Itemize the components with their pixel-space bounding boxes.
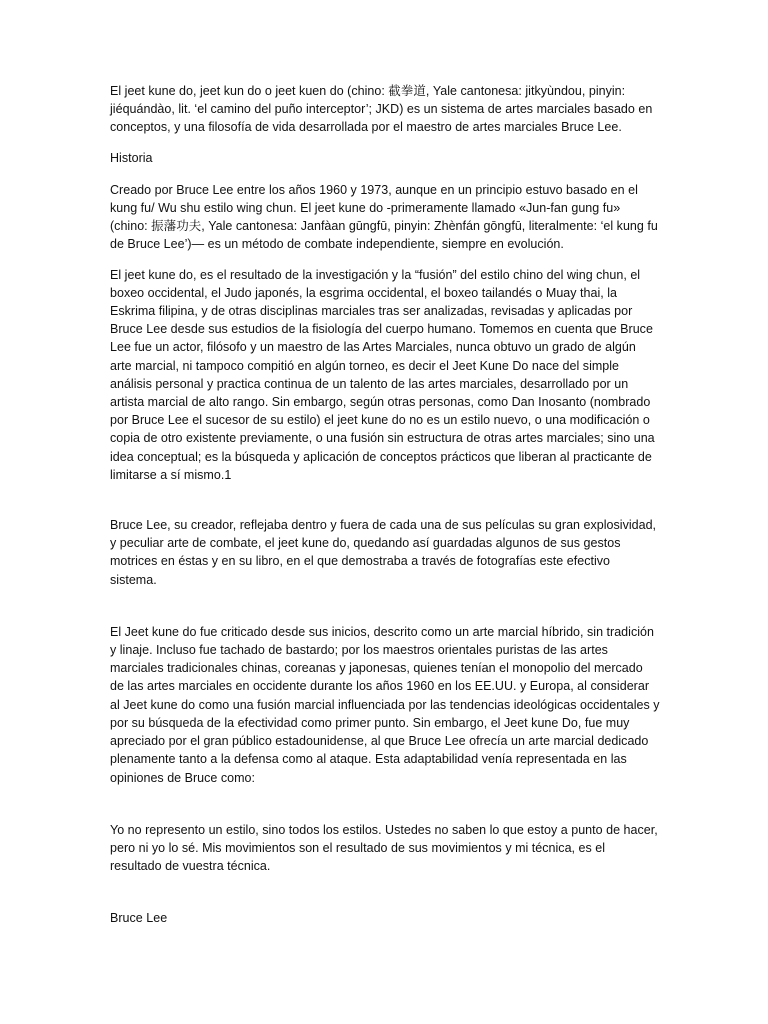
quote-attribution: Bruce Lee bbox=[110, 911, 168, 926]
criticism-paragraph: El Jeet kune do fue criticado desde sus inicios, descrito como un arte marcial híbrido, sin tradición y linaje. Incluso fue tachado de bastardo; por los maestros orientales puristas de las artes marciales tradicionales chinas, coreanas y japonesas, quienes tenían el monopolio del mercado de las artes marciales en occidente durante los años 1960 en los EE.UU. y Europa, al considerar al Jeet kune do como una fusión marcial influenciada por las tendencias ideológicas occidentales y por su búsqueda de la efectividad como primer punto. Sin embargo, el Jeet kune Do, fue muy apreciado por el gran público estadounidense, al que Bruce Lee ofrecía un arte marcial dedicado plenamente tanto a la defensa como al ataque. Esta adaptabilidad venía representada en las opiniones de Bruce como: bbox=[110, 624, 660, 785]
section-heading-historia: Historia bbox=[110, 150, 153, 165]
history-paragraph: Creado por Bruce Lee entre los años 1960 y 1973, aunque en un principio estuvo basado en el kung fu/ Wu shu estilo wing chun. El jeet kune do -primeramente llamado «Jun-fan gung fu» (chino: 振藩功夫, Yale cantonesa: Janfàan gūngfū, pinyin: Zhènfán gōngfū, literalmente: ‘el kung fu de Bruce Lee’)— es un método de combate independiente, siempre en evolución. bbox=[110, 182, 658, 252]
quote-paragraph: Yo no represento un estilo, sino todos los estilos. Ustedes no saben lo que estoy a punto de hacer, pero ni yo lo sé. Mis movimientos son el resultado de sus movimientos y mi técnica, es el resultado de vuestra técnica. bbox=[110, 822, 658, 874]
creator-paragraph: Bruce Lee, su creador, reflejaba dentro y fuera de cada una de sus películas su gran explosividad, y peculiar arte de combate, el jeet kune do, quedando así guardadas algunos de sus gestos motrices en éstas y en su libro, en el que demostraba a través de fotografías este efectivo sistema. bbox=[110, 518, 657, 587]
fusion-paragraph: El jeet kune do, es el resultado de la investigación y la “fusión” del estilo chino del wing chun, el boxeo occidental, el Judo japonés, la esgrima occidental, el boxeo tailandés o Muay thai, la Eskrima filipina, y de otras disciplinas marciales tras ser analizadas, revisadas y aplicadas por Bruce Lee desde sus estudios de la fisiología del cuerpo humano. Tomemos en cuenta que Bruce Lee fue un actor, filósofo y un maestro de las Artes Marciales, nunca obtuvo un grado de algún arte marcial, ni tampoco compitió en algún torneo, es decir el Jeet Kune Do nace del simple análisis personal y practica continua de un talento de las artes marciales, desarrollado por un artista marcial de alto rango. Sin embargo, según otras personas, como Dan Inosanto (nombrado por Bruce Lee el sucesor de su estilo) el jeet kune do no es un estilo nuevo, o una modificación o copia de otro existente previamente, o una fusión sin estructura de otras artes marciales; sino una idea conceptual; es la búsqueda y aplicación de conceptos prácticos que liberan al practicante de limitarse a sí mismo.1 bbox=[110, 267, 655, 482]
intro-paragraph: El jeet kune do, jeet kun do o jeet kuen do (chino: 截拳道, Yale cantonesa: jitkyùndou, pinyin: jiéquándào, lit. ‘el camino del puño interceptor’; JKD) es un sistema de artes marciales basado en conceptos, y una filosofía de vida desarrollada por el maestro de artes marciales Bruce Lee. bbox=[110, 84, 653, 135]
